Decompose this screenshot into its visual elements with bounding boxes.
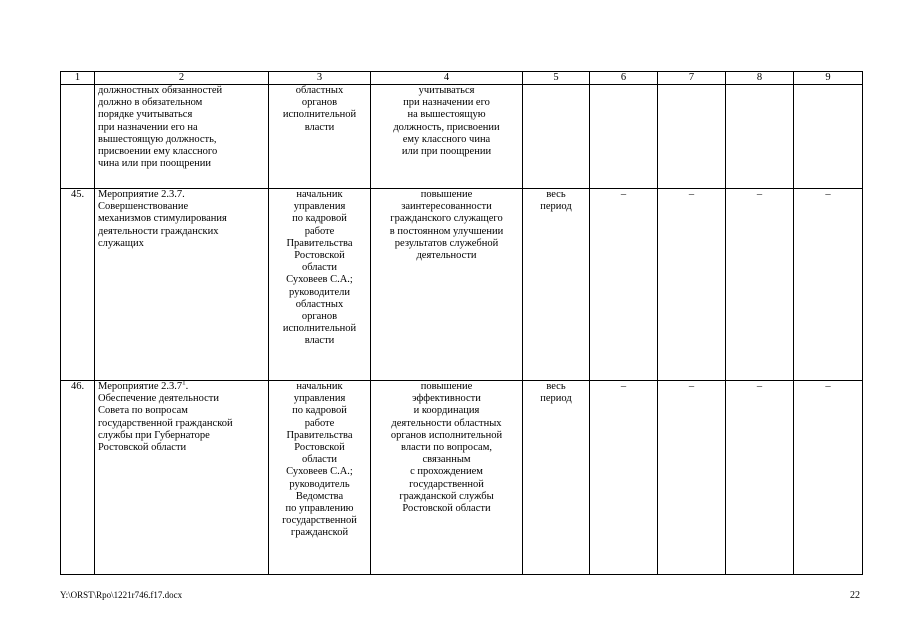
value-cell (658, 85, 726, 189)
value-cell: – (590, 381, 658, 575)
measure-title-superscript: 1 (182, 380, 186, 387)
measure-cell: Мероприятие 2.3.7. Совершенствование механизмов стимулирования деятельности гражданских служащих (95, 189, 269, 381)
table-row (61, 381, 863, 575)
measure-cell (95, 381, 269, 575)
column-header: 1 (61, 72, 95, 85)
column-header: 8 (726, 72, 794, 85)
value-cell (794, 85, 863, 189)
column-header: 7 (658, 72, 726, 85)
value-cell (590, 85, 658, 189)
measure-cell: должностных обязанностей должно в обязательном порядке учитываться при назначении его на вышестоящую должность, присвоении ему классного чина или при поощрении (95, 85, 269, 189)
footer-file-path: Y:\ORST\Rpo\1221r746.f17.docx (60, 590, 183, 600)
responsible-cell: начальник управления по кадровой работе Правительства Ростовской области Суховеев С.А.; руководители областных органов исполнительной власти (269, 189, 371, 381)
result-cell: учитываться при назначении его на вышестоящую должность, присвоении ему классного чина или при поощрении (371, 85, 523, 189)
table-header-row (61, 72, 863, 85)
row-number: 45. (61, 189, 95, 381)
value-cell: – (658, 189, 726, 381)
value-cell: – (794, 381, 863, 575)
value-cell: – (726, 381, 794, 575)
table-row (61, 85, 863, 189)
column-header: 6 (590, 72, 658, 85)
value-cell: – (726, 189, 794, 381)
measures-table (60, 71, 863, 575)
page-number: 22 (850, 590, 860, 601)
period-cell: весь период (523, 381, 590, 575)
value-cell: – (658, 381, 726, 575)
column-header: 5 (523, 72, 590, 85)
responsible-cell: начальник управления по кадровой работе Правительства Ростовской области Суховеев С.А.; руководитель Ведомства по управлению государственной гражданской (269, 381, 371, 575)
row-number (61, 85, 95, 189)
column-header: 4 (371, 72, 523, 85)
measure-title-end: . (185, 381, 189, 392)
result-cell: повышение заинтересованности гражданского служащего в постоянном улучшении результатов служебной деятельности (371, 189, 523, 381)
responsible-cell: областных органов исполнительной власти (269, 85, 371, 189)
table-row (61, 189, 863, 381)
column-header: 3 (269, 72, 371, 85)
column-header: 2 (95, 72, 269, 85)
value-cell: – (590, 189, 658, 381)
measure-description: Обеспечение деятельности Совета по вопросам государственной гражданской службы при Губернаторе Ростовской области (98, 393, 233, 454)
measure-title: Мероприятие 2.3.7 (98, 381, 183, 392)
period-cell: весь период (523, 189, 590, 381)
column-header: 9 (794, 72, 863, 85)
value-cell: – (794, 189, 863, 381)
row-number: 46. (61, 381, 95, 575)
period-cell (523, 85, 590, 189)
result-cell: повышение эффективности и координация деятельности областных органов исполнительной власти по вопросам, связанным с прохождением государственной гражданской службы Ростовской области (371, 381, 523, 575)
value-cell (726, 85, 794, 189)
